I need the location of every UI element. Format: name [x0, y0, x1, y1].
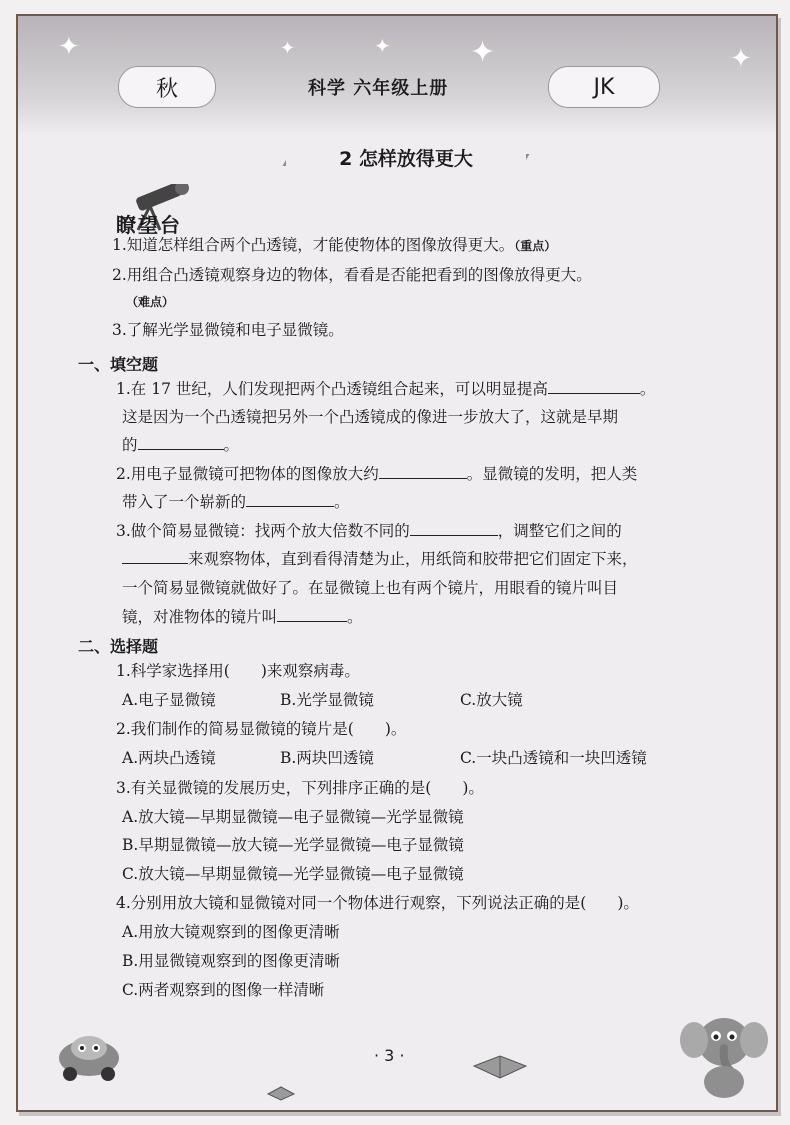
option-b[interactable]: B.两块凹透镜 — [280, 749, 374, 767]
elephant-cartoon-icon — [678, 1006, 770, 1102]
answer-blank[interactable] — [122, 563, 188, 564]
option-a[interactable]: A.电子显微镜 — [122, 691, 216, 709]
goal-item: 2.用组合凸透镜观察身边的物体，看看是否能把看到的图像放得更大。 — [112, 266, 592, 284]
star-icon: ✦ — [280, 38, 296, 59]
question-line: 3.做个简易显微镜：找两个放大倍数不同的 ，调整它们之间的 — [116, 522, 622, 540]
option-c[interactable]: C.放大镜—早期显微镜—光学显微镜—电子显微镜 — [122, 865, 464, 883]
question-line: 来观察物体，直到看得清楚为止，用纸筒和胶带把它们固定下来， — [122, 548, 638, 570]
book-title: 科学 六年级上册 — [308, 78, 449, 99]
car-cartoon-icon — [54, 1024, 124, 1084]
question-stem: 4.分别用放大镜和显微镜对同一个物体进行观察，下列说法正确的是( )。 — [116, 894, 639, 912]
star-icon: ✦ — [470, 35, 496, 70]
answer-blank[interactable] — [379, 478, 467, 479]
book-icon — [470, 1046, 530, 1082]
question-line: 2.用电子显微镜可把物体的图像放大约 。显微镜的发明，把人类 — [116, 465, 638, 483]
option-b[interactable]: B.光学显微镜 — [280, 691, 374, 709]
question-stem: 3.有关显微镜的发展历史，下列排序正确的是( )。 — [116, 779, 484, 797]
semester-badge: 秋 — [118, 66, 216, 108]
answer-blank[interactable] — [548, 393, 640, 394]
question-stem: 1.科学家选择用( )来观察病毒。 — [116, 662, 360, 680]
option-c[interactable]: C.一块凸透镜和一块凹透镜 — [460, 749, 647, 767]
question-line: 的 。 — [122, 436, 240, 454]
option-a[interactable]: A.放大镜—早期显微镜—电子显微镜—光学显微镜 — [122, 808, 464, 826]
option-c[interactable]: C.两者观察到的图像一样清晰 — [122, 981, 325, 999]
option-c[interactable]: C.放大镜 — [460, 691, 523, 709]
goal-item: 3.了解光学显微镜和电子显微镜。 — [112, 321, 344, 339]
question-stem: 2.我们制作的简易显微镜的镜片是( )。 — [116, 720, 407, 738]
option-b[interactable]: B.早期显微镜—放大镜—光学显微镜—电子显微镜 — [122, 836, 464, 854]
question-line: 一个简易显微镜就做好了。在显微镜上也有两个镜片，用眼看的镜片叫目 — [122, 579, 619, 597]
star-icon: ✦ — [58, 32, 80, 62]
section-heading: 一、填空题 — [78, 355, 159, 374]
star-icon: ✦ — [374, 34, 391, 58]
star-icon: ✦ — [730, 44, 752, 74]
book-icon — [266, 1082, 296, 1102]
lesson-title-bar — [286, 144, 526, 176]
lesson-title: 2 怎样放得更大 — [286, 144, 526, 171]
edition-badge: JK — [548, 66, 660, 108]
section-heading: 二、选择题 — [78, 637, 159, 656]
answer-blank[interactable] — [246, 506, 334, 507]
option-a[interactable]: A.用放大镜观察到的图像更清晰 — [122, 923, 340, 941]
page-number: · 3 · — [374, 1046, 405, 1065]
question-line: 镜，对准物体的镜片叫 。 — [122, 608, 363, 626]
goal-item: 1.知道怎样组合两个凸透镜，才能使物体的图像放得更大。（重点） — [112, 236, 557, 254]
option-a[interactable]: A.两块凸透镜 — [122, 749, 216, 767]
answer-blank[interactable] — [410, 535, 498, 536]
answer-blank[interactable] — [138, 449, 224, 450]
workbook-page — [16, 14, 778, 1112]
question-line: 这是因为一个凸透镜把另外一个凸透镜成的像进一步放大了，这就是早期 — [122, 408, 619, 426]
question-line: 1.在 17 世纪，人们发现把两个凸透镜组合起来，可以明显提高 。 — [116, 380, 656, 398]
goals-label: 瞭望台 — [116, 213, 182, 237]
page-header — [18, 16, 776, 136]
option-b[interactable]: B.用显微镜观察到的图像更清晰 — [122, 952, 340, 970]
goal-item-tag: （难点） — [126, 295, 175, 309]
question-line: 带入了一个崭新的 。 — [122, 493, 350, 511]
answer-blank[interactable] — [277, 621, 347, 622]
